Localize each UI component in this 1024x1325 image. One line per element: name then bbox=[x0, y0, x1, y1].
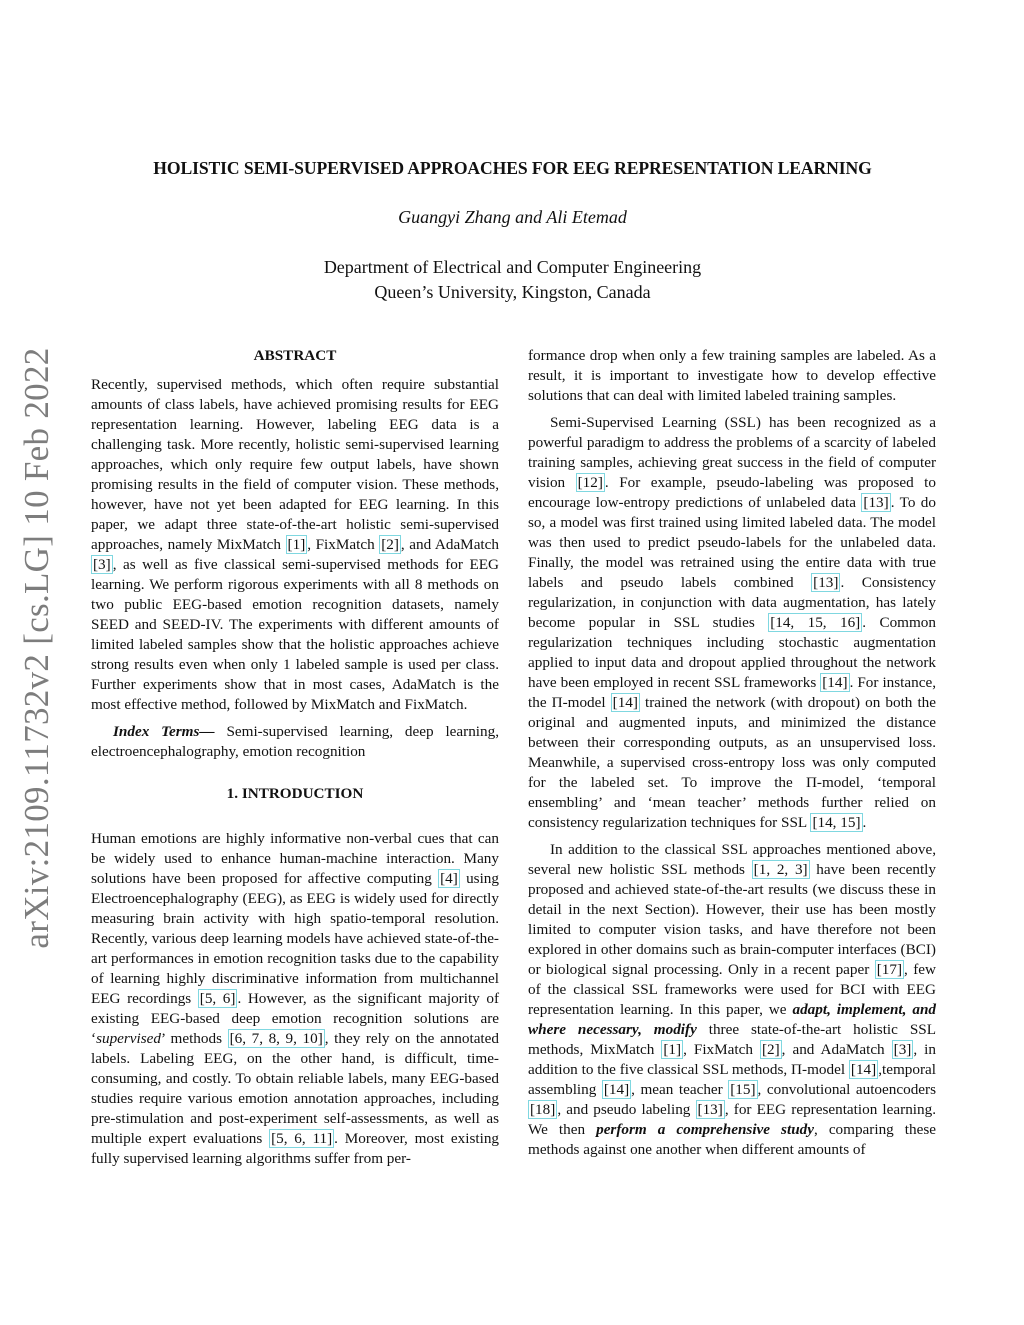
right-column bbox=[528, 346, 936, 1160]
citation-link[interactable]: [14] bbox=[850, 1061, 877, 1078]
left-column bbox=[91, 346, 499, 1169]
abstract-text: Recently, supervised methods, which often require substantial amounts of class labels, have achieved promising results for EEG representation learning. However, labeling EEG data is a challenging task. More recently, holistic semi-supervised learning approaches, which only require few output labels, have shown promising results in the field of computer vision. These methods, however, have not yet been adapted for EEG learning. In this paper, we adapt three state-of-the-art holistic semi-supervised approaches, namely MixMatch [1] , FixMatch [2] , and AdaMatch [3] , as well as five classical semi-supervised methods for EEG learning. We perform rigorous experiments with all 8 methods on two public EEG-based emotion recognition datasets, namely SEED and SEED-IV. The experiments with different amounts of limited labeled samples show that the holistic approaches achieve strong results even when only 1 labeled sample is used per class. Further experiments show that in most cases, AdaMatch is the most effective method, followed by MixMatch and FixMatch. bbox=[91, 376, 499, 713]
paragraph-holistic-ssl: In addition to the classical SSL approaches mentioned above, several new holistic SSL methods [1, 2, 3] have been recently proposed and achieved state-of-the-art results (we discuss these in detail in the next Section). However, their use has been mostly limited to computer vision tasks, and have therefore not been explored in other domains such as brain-computer interfaces (BCI) or biological signal processing. Only in a recent paper [17] , few of the classical SSL frameworks were used for BCI with EEG representation learning. In this paper, we adapt, implement, and where necessary, modify three state-of-the-art holistic SSL methods, MixMatch [1] , FixMatch [2] , and AdaMatch [3] , in addition to the five classical SSL methods, Π-model [14] ,temporal assembling [14] , mean teacher [15] , convolutional autoencoders [18] , and pseudo labeling [13] , for EEG representation learning. We then perform a comprehensive study, comparing these methods against one another when different amounts of bbox=[528, 841, 937, 1158]
emphasis: supervised bbox=[96, 1030, 162, 1047]
arxiv-stamp: arXiv:2109.11732v2 [cs.LG] 10 Feb 2022 bbox=[17, 346, 56, 949]
citation-link[interactable]: [1] bbox=[287, 536, 306, 553]
index-terms: Index Terms— Semi-supervised learning, deep learning, electroencephalography, emotion recognition bbox=[91, 723, 500, 760]
abstract-heading: ABSTRACT bbox=[253, 347, 337, 364]
index-terms-label: Index Terms— bbox=[113, 723, 215, 740]
citation-link[interactable]: [14, 15] bbox=[812, 814, 861, 831]
authors: Guangyi Zhang and Ali Etemad bbox=[398, 207, 627, 227]
affiliation bbox=[90, 255, 935, 305]
citation-link[interactable]: [3] bbox=[93, 556, 111, 573]
citation-link[interactable]: [6, 7, 8, 9, 10] bbox=[229, 1030, 323, 1047]
citation-link[interactable]: [1, 2, 3] bbox=[753, 861, 808, 878]
emphasis: perform a comprehensive study bbox=[596, 1121, 814, 1138]
emphasis: adapt, implement, and where necessary, modify bbox=[528, 1001, 936, 1038]
paper-title: HOLISTIC SEMI-SUPERVISED APPROACHES FOR EEG REPRESENTATION LEARNING bbox=[153, 158, 872, 178]
citation-link[interactable]: [12] bbox=[577, 474, 603, 491]
citation-link[interactable]: [17] bbox=[876, 961, 903, 978]
citation-link[interactable]: [14] bbox=[612, 694, 638, 711]
intro-paragraph: Human emotions are highly informative non-verbal cues that can be widely used to enhance human-machine interaction. Many solutions have been proposed for affective computing [4] using Electroencephalography (EEG), as EEG is widely used for directly measuring brain activity with high spatio-temporal resolution. Recently, various deep learning models have achieved state-of-the-art performances in emotion recognition tasks due to the capability of learning highly discriminative information from multichannel EEG recordings [5, 6] . However, as the significant majority of existing EEG-based deep emotion recognition solutions are ‘supervised’ methods [6, 7, 8, 9, 10] , they rely on the annotated labels. Labeling EEG, on the other hand, is difficult, time-consuming, and costly. To obtain reliable labels, many EEG-based studies require various emotion annotation approaches, including pre-stimulation and post-experiment self-assessments, as well as multiple expert evaluations [5, 6, 11] . Moreover, most existing fully supervised learning algorithms suffer from per- bbox=[91, 830, 500, 1167]
citation-link[interactable]: [2] bbox=[381, 536, 399, 553]
citation-link[interactable]: [18] bbox=[530, 1101, 556, 1118]
citation-link[interactable]: [4] bbox=[440, 870, 458, 887]
citation-link[interactable]: [5, 6, 11] bbox=[271, 1130, 333, 1147]
citation-link[interactable]: [13] bbox=[863, 494, 889, 511]
paragraph-ssl: Semi-Supervised Learning (SSL) has been recognized as a powerful paradigm to address the problems of a scarcity of labeled training samples, achieving great success in the field of computer vision [12] . For example, pseudo-labeling was proposed to encourage low-entropy predictions of unlabeled data [13] . To do so, a model was first trained using limited labeled data. The model was then used to predict pseudo-labels for the unlabeled data. Finally, the model was retrained using the entire data with true labels and pseudo labels combined [13] . Consistency regularization, in conjunction with data augmentation, has lately become popular in SSL studies [14, 15, 16] . Common regularization techniques including stochastic augmentation applied to input data and dropout applied throughout the network have been employed in recent SSL frameworks [14] . For instance, the Π-model [14] trained the network (with dropout) on both the original and augmented inputs, and minimized the distance between their corresponding outputs, as an unsupervised loss. Meanwhile, a supervised cross-entropy loss was only computed for the labeled set. To improve the Π-model, ‘temporal ensembling’ and ‘mean teacher’ methods further relied on consistency regularization techniques for SSL [14, 15] . bbox=[528, 414, 937, 831]
citation-link[interactable]: [3] bbox=[893, 1041, 912, 1058]
citation-link[interactable]: [14] bbox=[822, 674, 848, 691]
affiliation-university: Queen’s University, Kingston, Canada bbox=[374, 282, 651, 302]
paragraph-continuation: formance drop when only a few training samples are labeled. As a result, it is important to investigate how to develop effective solutions that can deal with limited labeled training samples. bbox=[528, 347, 936, 404]
citation-link[interactable]: [13] bbox=[697, 1101, 723, 1118]
citation-link[interactable]: [5, 6] bbox=[199, 990, 236, 1007]
citation-link[interactable]: [14] bbox=[603, 1081, 630, 1098]
affiliation-department: Department of Electrical and Computer Engineering bbox=[323, 257, 702, 277]
citation-link[interactable]: [1] bbox=[663, 1041, 682, 1058]
citation-link[interactable]: [13] bbox=[813, 574, 839, 591]
citation-link[interactable]: [15] bbox=[730, 1081, 756, 1098]
citation-link[interactable]: [2] bbox=[761, 1041, 780, 1058]
section-heading-introduction: 1. INTRODUCTION bbox=[226, 785, 364, 802]
citation-link[interactable]: [14, 15, 16] bbox=[770, 614, 861, 631]
